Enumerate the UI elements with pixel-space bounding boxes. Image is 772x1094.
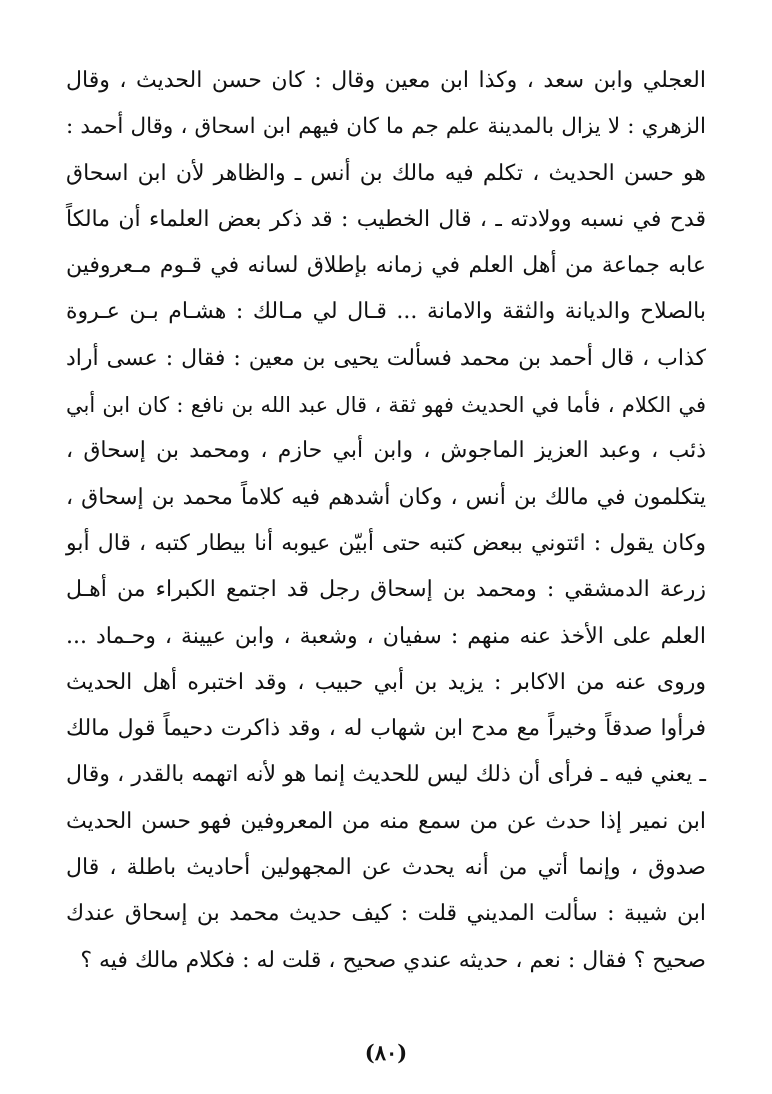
text-line: بالصلاح والديانة والثقة والامانة ... قـال لي مـالك : هشـام بـن عـروة [66,299,706,325]
text-line: صدوق ، وإنما أتي من أنه يحدث عن المجهولين أحاديث باطلة ، قال [66,855,706,881]
text-line: العجلي وابن سعد ، وكذا ابن معين وقال : كان حسن الحديث ، وقال [66,68,706,93]
text-line: قدح في نسبه وولادته ـ ، قال الخطيب : قد ذكر بعض العلماء أن مالكاً [66,206,706,232]
text-line: ابن نمير إذا حدث عن من سمع منه من المعروفين فهو حسن الحديث [66,808,706,834]
text-line: عابه جماعة من أهل العلم في زمانه بإطلاق لسانه في قـوم مـعروفين [66,253,706,279]
text-line: ذئب ، وعبد العزيز الماجوش ، وابن أبي حازم ، ومحمد بن إسحاق ، [66,438,706,464]
text-line: صحيح ؟ فقال : نعم ، حديثه عندي صحيح ، قلت له : فكلام مالك فيه ؟ [80,947,706,973]
text-line: هو حسن الحديث ، تكلم فيه مالك بن أنس ـ والظاهر لأن ابن اسحاق [66,160,706,186]
text-line: ـ يعني فيه ـ فرأى أن ذلك ليس للحديث إنما هو لأنه اتهمه بالقدر ، وقال [66,762,706,788]
body-text [66,58,706,984]
text-line: العلم على الأخذ عنه منهم : سفيان ، وشعبة ، وابن عيينة ، وحـماد ... [66,623,706,649]
text-line: وروى عنه من الاكابر : يزيد بن أبي حبيب ، وقد اختبره أهل الحديث [66,669,706,695]
page-number: (٨٠) [364,1040,408,1065]
text-line: فرأوا صدقاً وخيراً مع مدح ابن شهاب له ، وقد ذاكرت دحيماً قول مالك [66,716,706,742]
text-line: يتكلمون في مالك بن أنس ، وكان أشدهم فيه كلاماً محمد بن إسحاق ، [66,484,706,510]
text-line: ابن شيبة : سألت المديني قلت : كيف حديث محمد بن إسحاق عندك [66,901,706,927]
text-line: الزهري : لا يزال بالمدينة علم جم ما كان فيهم ابن اسحاق ، وقال أحمد : [66,114,706,140]
text-line: وكان يقول : ائتوني ببعض كتبه حتى أبيّن عيوبه أنا بيطار كتبه ، قال أبو [66,530,706,556]
text-line: في الكلام ، فأما في الحديث فهو ثقة ، قال عبد الله بن نافع : كان ابن أبي [66,393,706,418]
text-line: زرعة الدمشقي : ومحمد بن إسحاق رجل قد اجتمع الكبراء من أهـل [66,577,706,603]
text-line: كذاب ، قال أحمد بن محمد فسألت يحيى بن معين : فقال : عسى أراد [66,345,706,371]
